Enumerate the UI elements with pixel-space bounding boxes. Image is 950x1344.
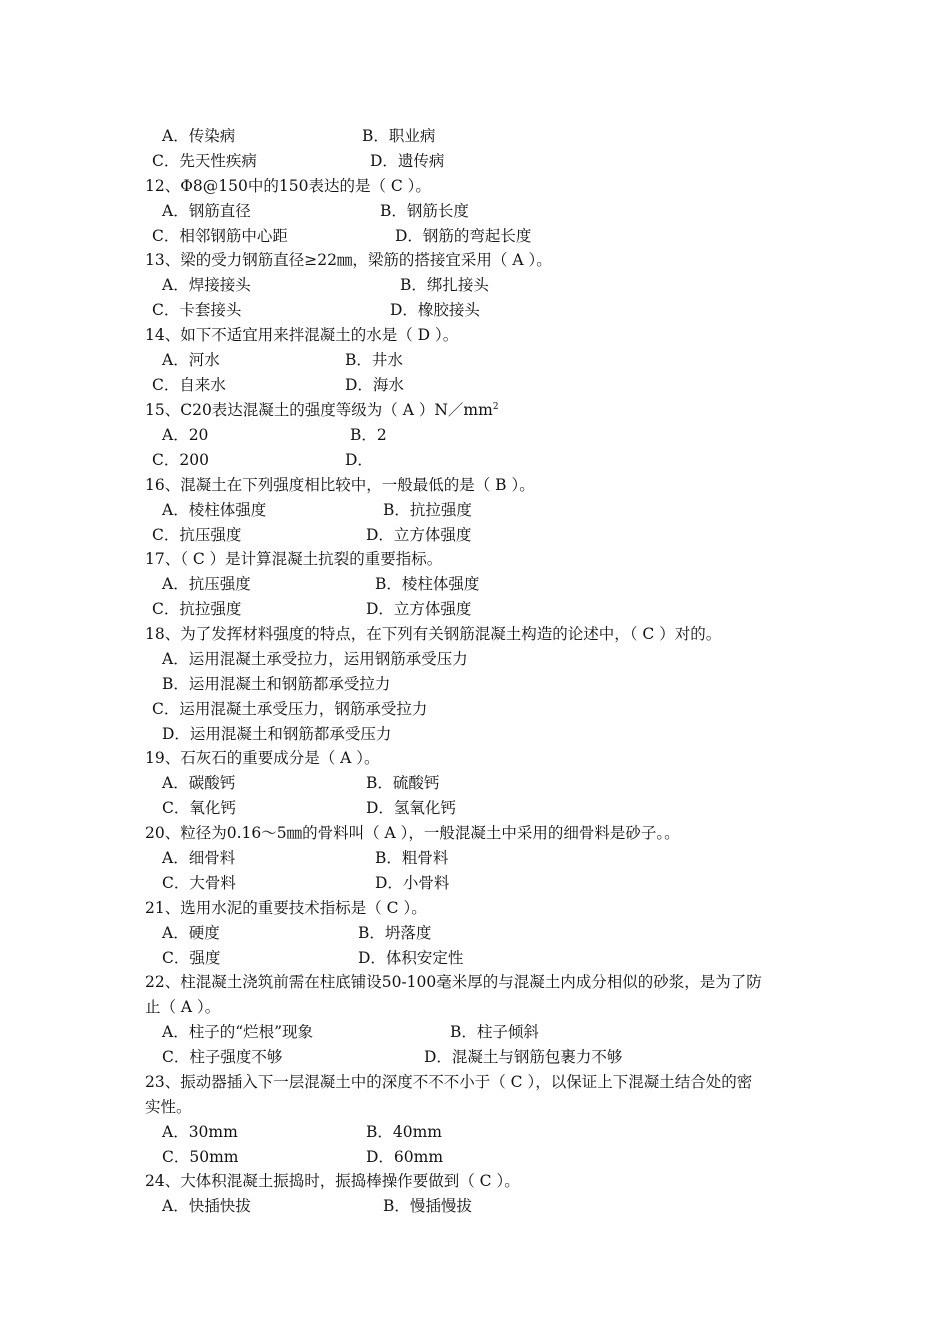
option-a: A．碳酸钙 [162,774,236,792]
option-a: A．30mm [162,1123,238,1141]
option-a: A．柱子的“烂根”现象 [162,1023,314,1041]
superscript: 2 [492,401,499,412]
option-c: C．自来水 [152,376,226,394]
question-22: 22、柱混凝土浇筑前需在柱底铺设50-100毫米厚的与混凝土内成分相似的砂浆，是为了防 [145,973,762,991]
option-c: C．卡套接头 [152,301,242,319]
option-c: C．抗拉强度 [152,600,242,618]
option-a: A．20 [162,426,209,444]
question-15 [145,400,499,420]
option-d: D．立方体强度 [366,600,472,618]
option-b: B．粗骨料 [375,849,449,867]
option-b: B．柱子倾斜 [450,1023,539,1041]
question-16: 16、混凝土在下列强度相比较中，一般最低的是（ B ）。 [145,476,535,494]
option-b: B．棱柱体强度 [375,575,480,593]
option-b: B．井水 [345,351,403,369]
option-d: D．立方体强度 [366,526,472,544]
question-13: 13、梁的受力钢筋直径≥22㎜，梁筋的搭接宜采用（ A ）。 [145,251,552,269]
option-d: D． [345,451,373,469]
question-21: 21、选用水泥的重要技术指标是（ C ）。 [145,899,427,917]
option-a: A．运用混凝土承受拉力，运用钢筋承受压力 [162,650,468,668]
option-b: B．2 [350,426,387,444]
option-c: C．抗压强度 [152,526,242,544]
option-c: C．相邻钢筋中心距 [152,227,288,245]
question-23: 23、振动器插入下一层混凝土中的深度不不不小于（ C ），以保证上下混凝土结合处的密 [145,1073,753,1091]
option-c: C．先天性疾病 [152,152,257,170]
option-d: D．钢筋的弯起长度 [395,227,532,245]
option-b: B．硫酸钙 [366,774,440,792]
option-b: B．坍落度 [358,924,432,942]
option-c: C．200 [152,451,209,469]
option-b: B．40mm [366,1123,443,1141]
option-b: B．运用混凝土和钢筋都承受拉力 [162,675,391,693]
option-d: D．混凝土与钢筋包裹力不够 [424,1048,623,1066]
option-a: A．抗压强度 [162,575,251,593]
option-a: A．钢筋直径 [162,202,251,220]
question-18: 18、为了发挥材料强度的特点，在下列有关钢筋混凝土构造的论述中，（ C ）对的。 [145,625,722,643]
option-a: A．河水 [162,351,220,369]
option-a: A．焊接接头 [162,276,251,294]
option-b: B．绑扎接头 [400,276,489,294]
option-d: D．小骨料 [375,874,450,892]
question-20: 20、粒径为0.16～5㎜的骨料叫（ A ），一般混凝土中采用的细骨料是砂子。。 [145,824,680,842]
question-23-continued: 实性。 [145,1098,192,1116]
option-d: D．橡胶接头 [390,301,480,319]
question-14: 14、如下不适宜用来拌混凝土的水是（ D ）。 [145,326,459,344]
option-c: C．运用混凝土承受压力，钢筋承受拉力 [152,700,428,718]
option-b: B．职业病 [362,127,436,145]
option-a: A．快插快拔 [162,1197,251,1215]
question-15-text: 15、C20表达混凝土的强度等级为（ A ）N／mm [145,401,493,419]
option-d: D．氢氧化钙 [366,799,456,817]
question-24: 24、大体积混凝土振捣时，振捣棒操作要做到（ C ）。 [145,1172,520,1190]
option-d: D．遗传病 [370,152,445,170]
option-a: A．硬度 [162,924,220,942]
question-22-continued: 止（ A ）。 [145,998,221,1016]
option-c: C．强度 [162,949,221,967]
option-c: C．柱子强度不够 [162,1048,283,1066]
option-d: D．60mm [366,1148,444,1166]
question-12: 12、Φ8@150中的150表达的是（ C ）。 [145,177,431,195]
option-d: D．体积安定性 [358,949,464,967]
option-a: A．传染病 [162,127,236,145]
option-d: D．运用混凝土和钢筋都承受压力 [162,725,392,743]
option-b: B．抗拉强度 [383,501,472,519]
option-b: B．钢筋长度 [380,202,469,220]
option-a: A．棱柱体强度 [162,501,267,519]
question-19: 19、石灰石的重要成分是（ A ）。 [145,749,380,767]
question-17: 17、（ C ）是计算混凝土抗裂的重要指标。 [145,550,443,568]
option-c: C．氧化钙 [162,799,236,817]
option-c: C．50mm [162,1148,239,1166]
option-a: A．细骨料 [162,849,236,867]
option-d: D．海水 [345,376,404,394]
option-b: B．慢插慢拔 [383,1197,472,1215]
option-c: C．大骨料 [162,874,236,892]
